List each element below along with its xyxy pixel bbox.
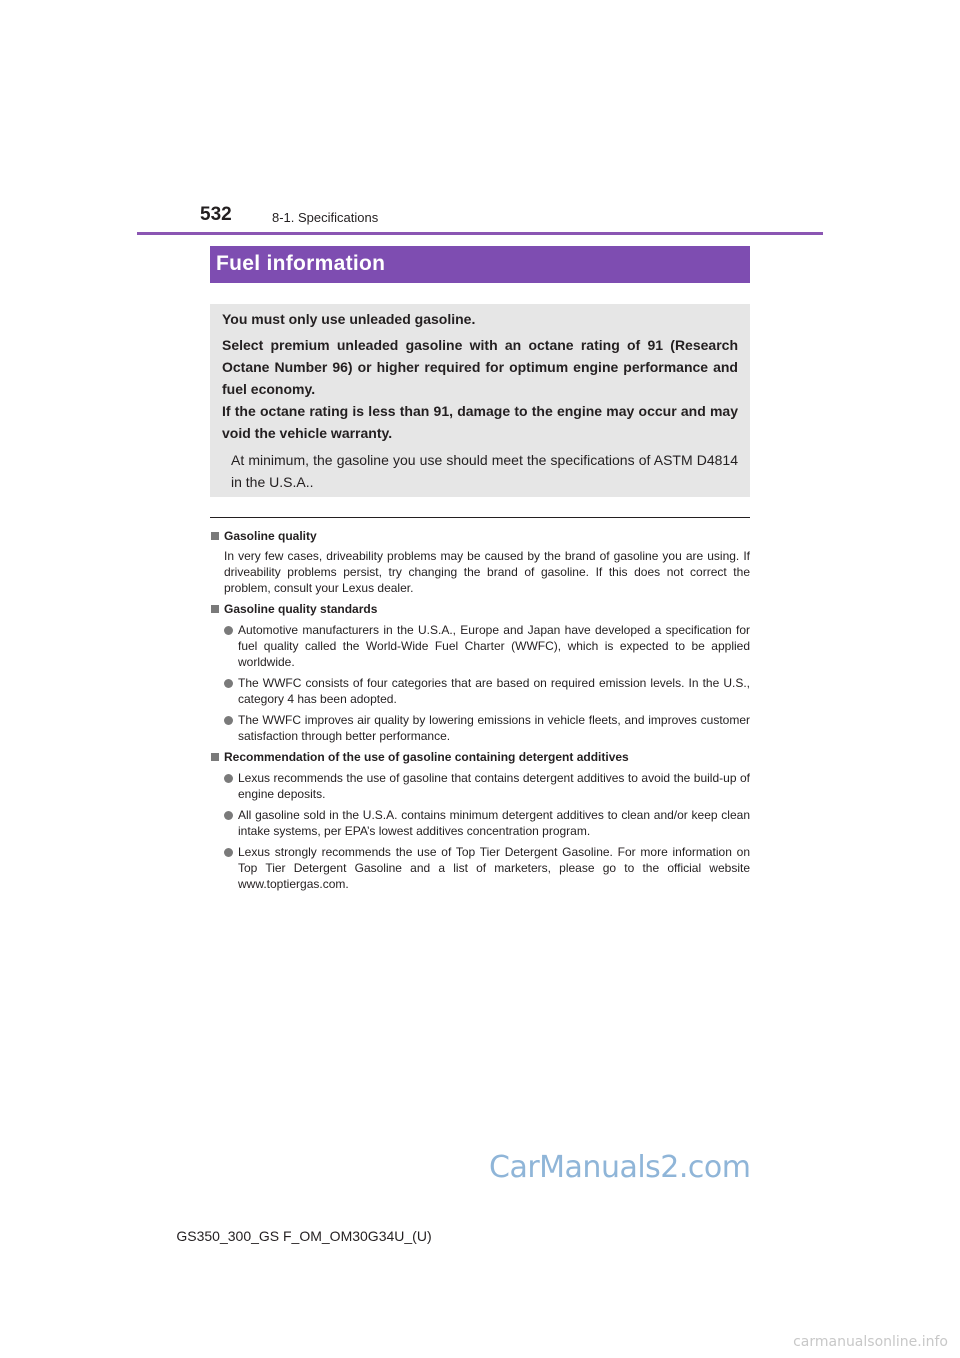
watermark-site: carmanualsonline.info <box>793 1334 948 1350</box>
notice-astm-note: At minimum, the gasoline you use should meet the specifications of ASTM D4814 in the U.S.A.. <box>231 452 738 490</box>
watermark-logo: CarManuals2.com <box>489 1150 751 1185</box>
list-item: All gasoline sold in the U.S.A. contains minimum detergent additives to clean and/or keep clean intake systems, per EPA’s lowest additives concentration program. <box>210 807 750 839</box>
section-title: 8-1. Specifications <box>272 210 379 225</box>
content <box>210 528 750 892</box>
gasoline-quality-text: In very few cases, driveability problems may be caused by the brand of gasoline you are using. If driveability problems persist, try changing the brand of gasoline. If this does not correct the problem, consult your Lexus dealer. <box>224 549 750 595</box>
circle-bullet-icon <box>224 848 233 857</box>
page-title: Fuel information <box>210 246 750 283</box>
circle-bullet-icon <box>224 716 233 725</box>
document-footer: GS350_300_GS F_OM_OM30G34U_(U) <box>176 1228 432 1244</box>
section-heading-detergent-additives: Recommendation of the use of gasoline containing detergent additives <box>210 749 750 765</box>
notice-line-warranty: If the octane rating is less than 91, damage to the engine may occur and may void the vehicle warranty. <box>222 403 738 441</box>
notice-line-octane: Select premium unleaded gasoline with an octane rating of 91 (Research Octane Number 96) or higher required for optimum engine performance and fuel economy. <box>222 337 738 397</box>
square-bullet-icon <box>211 532 219 540</box>
circle-bullet-icon <box>224 679 233 688</box>
list-item: Lexus strongly recommends the use of Top Tier Detergent Gasoline. For more information on Top Tier Detergent Gasoline and a list of marketers, please go to the official website www.toptiergas.com. <box>210 844 750 892</box>
list-item: The WWFC consists of four categories that are based on required emission levels. In the U.S., category 4 has been adopted. <box>210 675 750 707</box>
content-divider <box>210 517 750 518</box>
list-item: Automotive manufacturers in the U.S.A., Europe and Japan have developed a specification for fuel quality called the World-Wide Fuel Charter (WWFC), which is expected to be applied worldwide. <box>210 622 750 670</box>
list-item: Lexus recommends the use of gasoline that contains detergent additives to avoid the build-up of engine deposits. <box>210 770 750 802</box>
section-heading-quality-standards: Gasoline quality standards <box>210 601 750 617</box>
notice-line-unleaded: You must only use unleaded gasoline. <box>222 311 476 327</box>
square-bullet-icon <box>211 605 219 613</box>
circle-bullet-icon <box>224 626 233 635</box>
list-item: The WWFC improves air quality by lowering emissions in vehicle fleets, and improves customer satisfaction through better performance. <box>210 712 750 744</box>
notice-box <box>210 304 750 497</box>
page-number: 532 <box>200 204 232 225</box>
square-bullet-icon <box>211 753 219 761</box>
circle-bullet-icon <box>224 774 233 783</box>
section-heading-gasoline-quality: Gasoline quality <box>210 528 750 544</box>
header-divider <box>137 232 823 235</box>
circle-bullet-icon <box>224 811 233 820</box>
